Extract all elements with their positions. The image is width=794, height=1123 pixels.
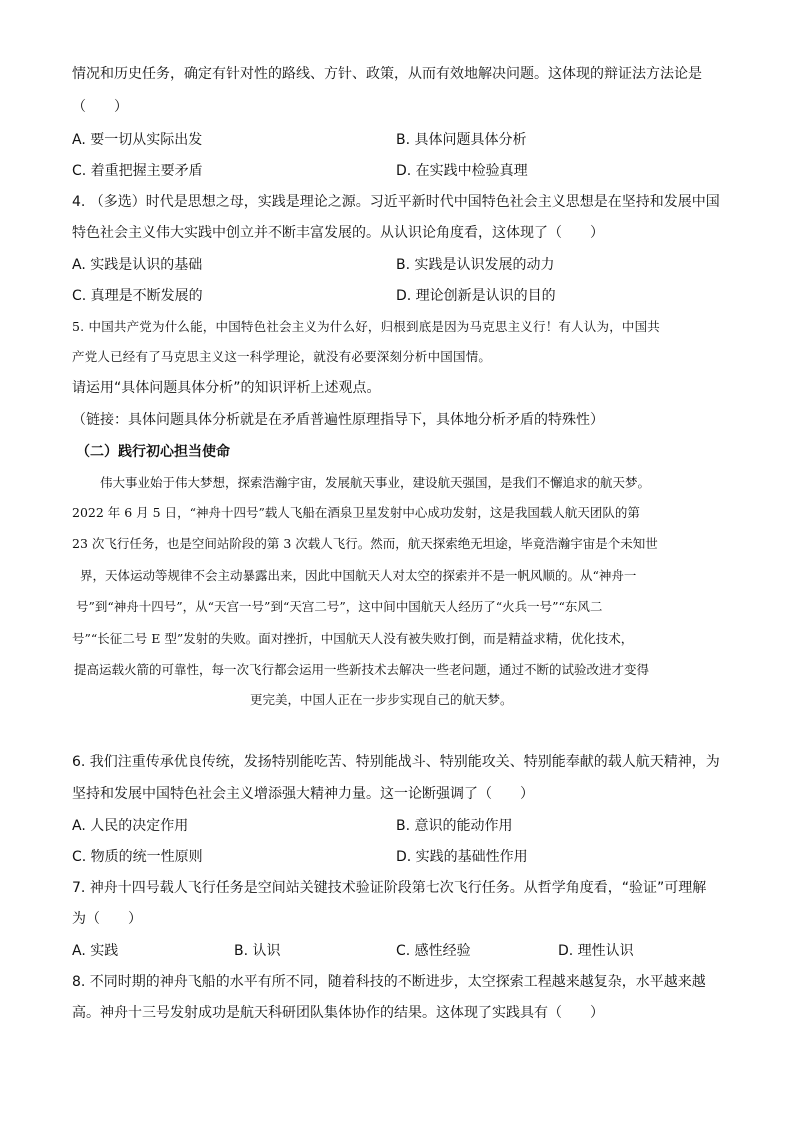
q7-option-b: B. 认识: [234, 943, 281, 959]
q4-option-b: B. 实践是认识发展的动力: [396, 257, 555, 273]
q3-option-a: A. 要一切从实际出发: [72, 132, 203, 148]
q5-task: 请运用“具体问题具体分析”的知识评析上述观点。: [72, 380, 381, 396]
q6-option-d: D. 实践的基础性作用: [396, 849, 528, 865]
q6-option-b: B. 意识的能动作用: [396, 818, 513, 834]
q7-option-a: A. 实践: [72, 943, 119, 959]
q6-stem-line1: 6. 我们注重传承优良传统，发扬特别能吃苦、特别能战斗、特别能攻关、特别能奉献的载人航天精神，为: [72, 754, 720, 770]
section-heading: （二）践行初心担当使命: [76, 444, 230, 460]
passage-line: 号”到“神舟十四号”，从“天宫一号”到“天宫二号”，这中间中国航天人经历了“火兵一号”“东风二: [76, 599, 603, 614]
q6-option-c: C. 物质的统一性原则: [72, 849, 203, 865]
q3-stem-line1: 情况和历史任务，确定有针对性的路线、方针、政策，从而有效地解决问题。这体现的辩证法方法论是: [72, 66, 702, 82]
q6-stem-line2: 坚持和发展中国特色社会主义增添强大精神力量。这一论断强调了（ ）: [72, 786, 534, 802]
q5-stem-line2: 产党人已经有了马克思主义这一科学理论，就没有必要深刻分析中国国情。: [72, 349, 492, 364]
q4-stem-line1: 4. （多选）时代是思想之母，实践是理论之源。习近平新时代中国特色社会主义思想是在坚持和发展中国: [72, 194, 720, 210]
q3-option-d: D. 在实践中检验真理: [396, 163, 528, 179]
q3-stem-line2: （ ）: [72, 99, 128, 115]
q3-option-b: B. 具体问题具体分析: [396, 132, 527, 148]
q7-stem-line1: 7. 神舟十四号载人飞行任务是空间站关键技术验证阶段第七次飞行任务。从哲学角度看，“验证”可理解: [72, 880, 707, 896]
q5-stem-line1: 5. 中国共产党为什么能，中国特色社会主义为什么好，归根到底是因为马克思主义行！有人认为，中国共: [72, 319, 661, 334]
passage-line: 更完美，中国人正在一步步实现自己的航天梦。: [250, 692, 513, 707]
passage-line: 界，天体运动等规律不会主动暴露出来，因此中国航天人对太空的探索并不是一帆风顺的。从“神舟一: [80, 568, 637, 583]
passage-line: 提高运载火箭的可靠性，每一次飞行都会运用一些新技术去解决一些老问题，通过不断的试验改进才变得: [74, 662, 650, 677]
q4-option-d: D. 理论创新是认识的目的: [396, 288, 556, 304]
q3-option-c: C. 着重把握主要矛盾: [72, 163, 203, 179]
q4-stem-line2: 特色社会主义伟大实践中创立并不断丰富发展的。从认识论角度看，这体现了（ ）: [72, 225, 604, 241]
passage-line: 伟大事业始于伟大梦想，探索浩瀚宇宙，发展航天事业，建设航天强国，是我们不懈追求的航天梦。: [100, 475, 651, 490]
q5-hint: （链接：具体问题具体分析就是在矛盾普遍性原理指导下，具体地分析矛盾的特殊性）: [72, 412, 604, 428]
q4-option-c: C. 真理是不断发展的: [72, 288, 203, 304]
q8-stem-line2: 高。神舟十三号发射成功是航天科研团队集体协作的结果。这体现了实践具有（ ）: [72, 1005, 604, 1021]
q7-option-c: C. 感性经验: [396, 943, 471, 959]
passage-line: 2022 年 6 月 5 日，“神舟十四号”载人飞船在酒泉卫星发射中心成功发射，这是我国载人航天团队的第: [72, 505, 640, 520]
q7-option-d: D. 理性认识: [558, 943, 634, 959]
q7-stem-line2: 为（ ）: [72, 911, 142, 927]
q6-option-a: A. 人民的决定作用: [72, 818, 189, 834]
passage-line: 号”“长征二号 E 型”发射的失败。面对挫折，中国航天人没有被失败打倒，而是精益求精，优化技术，: [72, 631, 634, 646]
q8-stem-line1: 8. 不同时期的神舟飞船的水平有所不同，随着科技的不断进步，太空探索工程越来越复杂，水平越来越: [72, 974, 706, 990]
passage-line: 23 次飞行任务，也是空间站阶段的第 3 次载人飞行。然而，航天探索绝无坦途，毕竟浩瀚宇宙是个未知世: [72, 536, 658, 551]
q4-option-a: A. 实践是认识的基础: [72, 257, 203, 273]
